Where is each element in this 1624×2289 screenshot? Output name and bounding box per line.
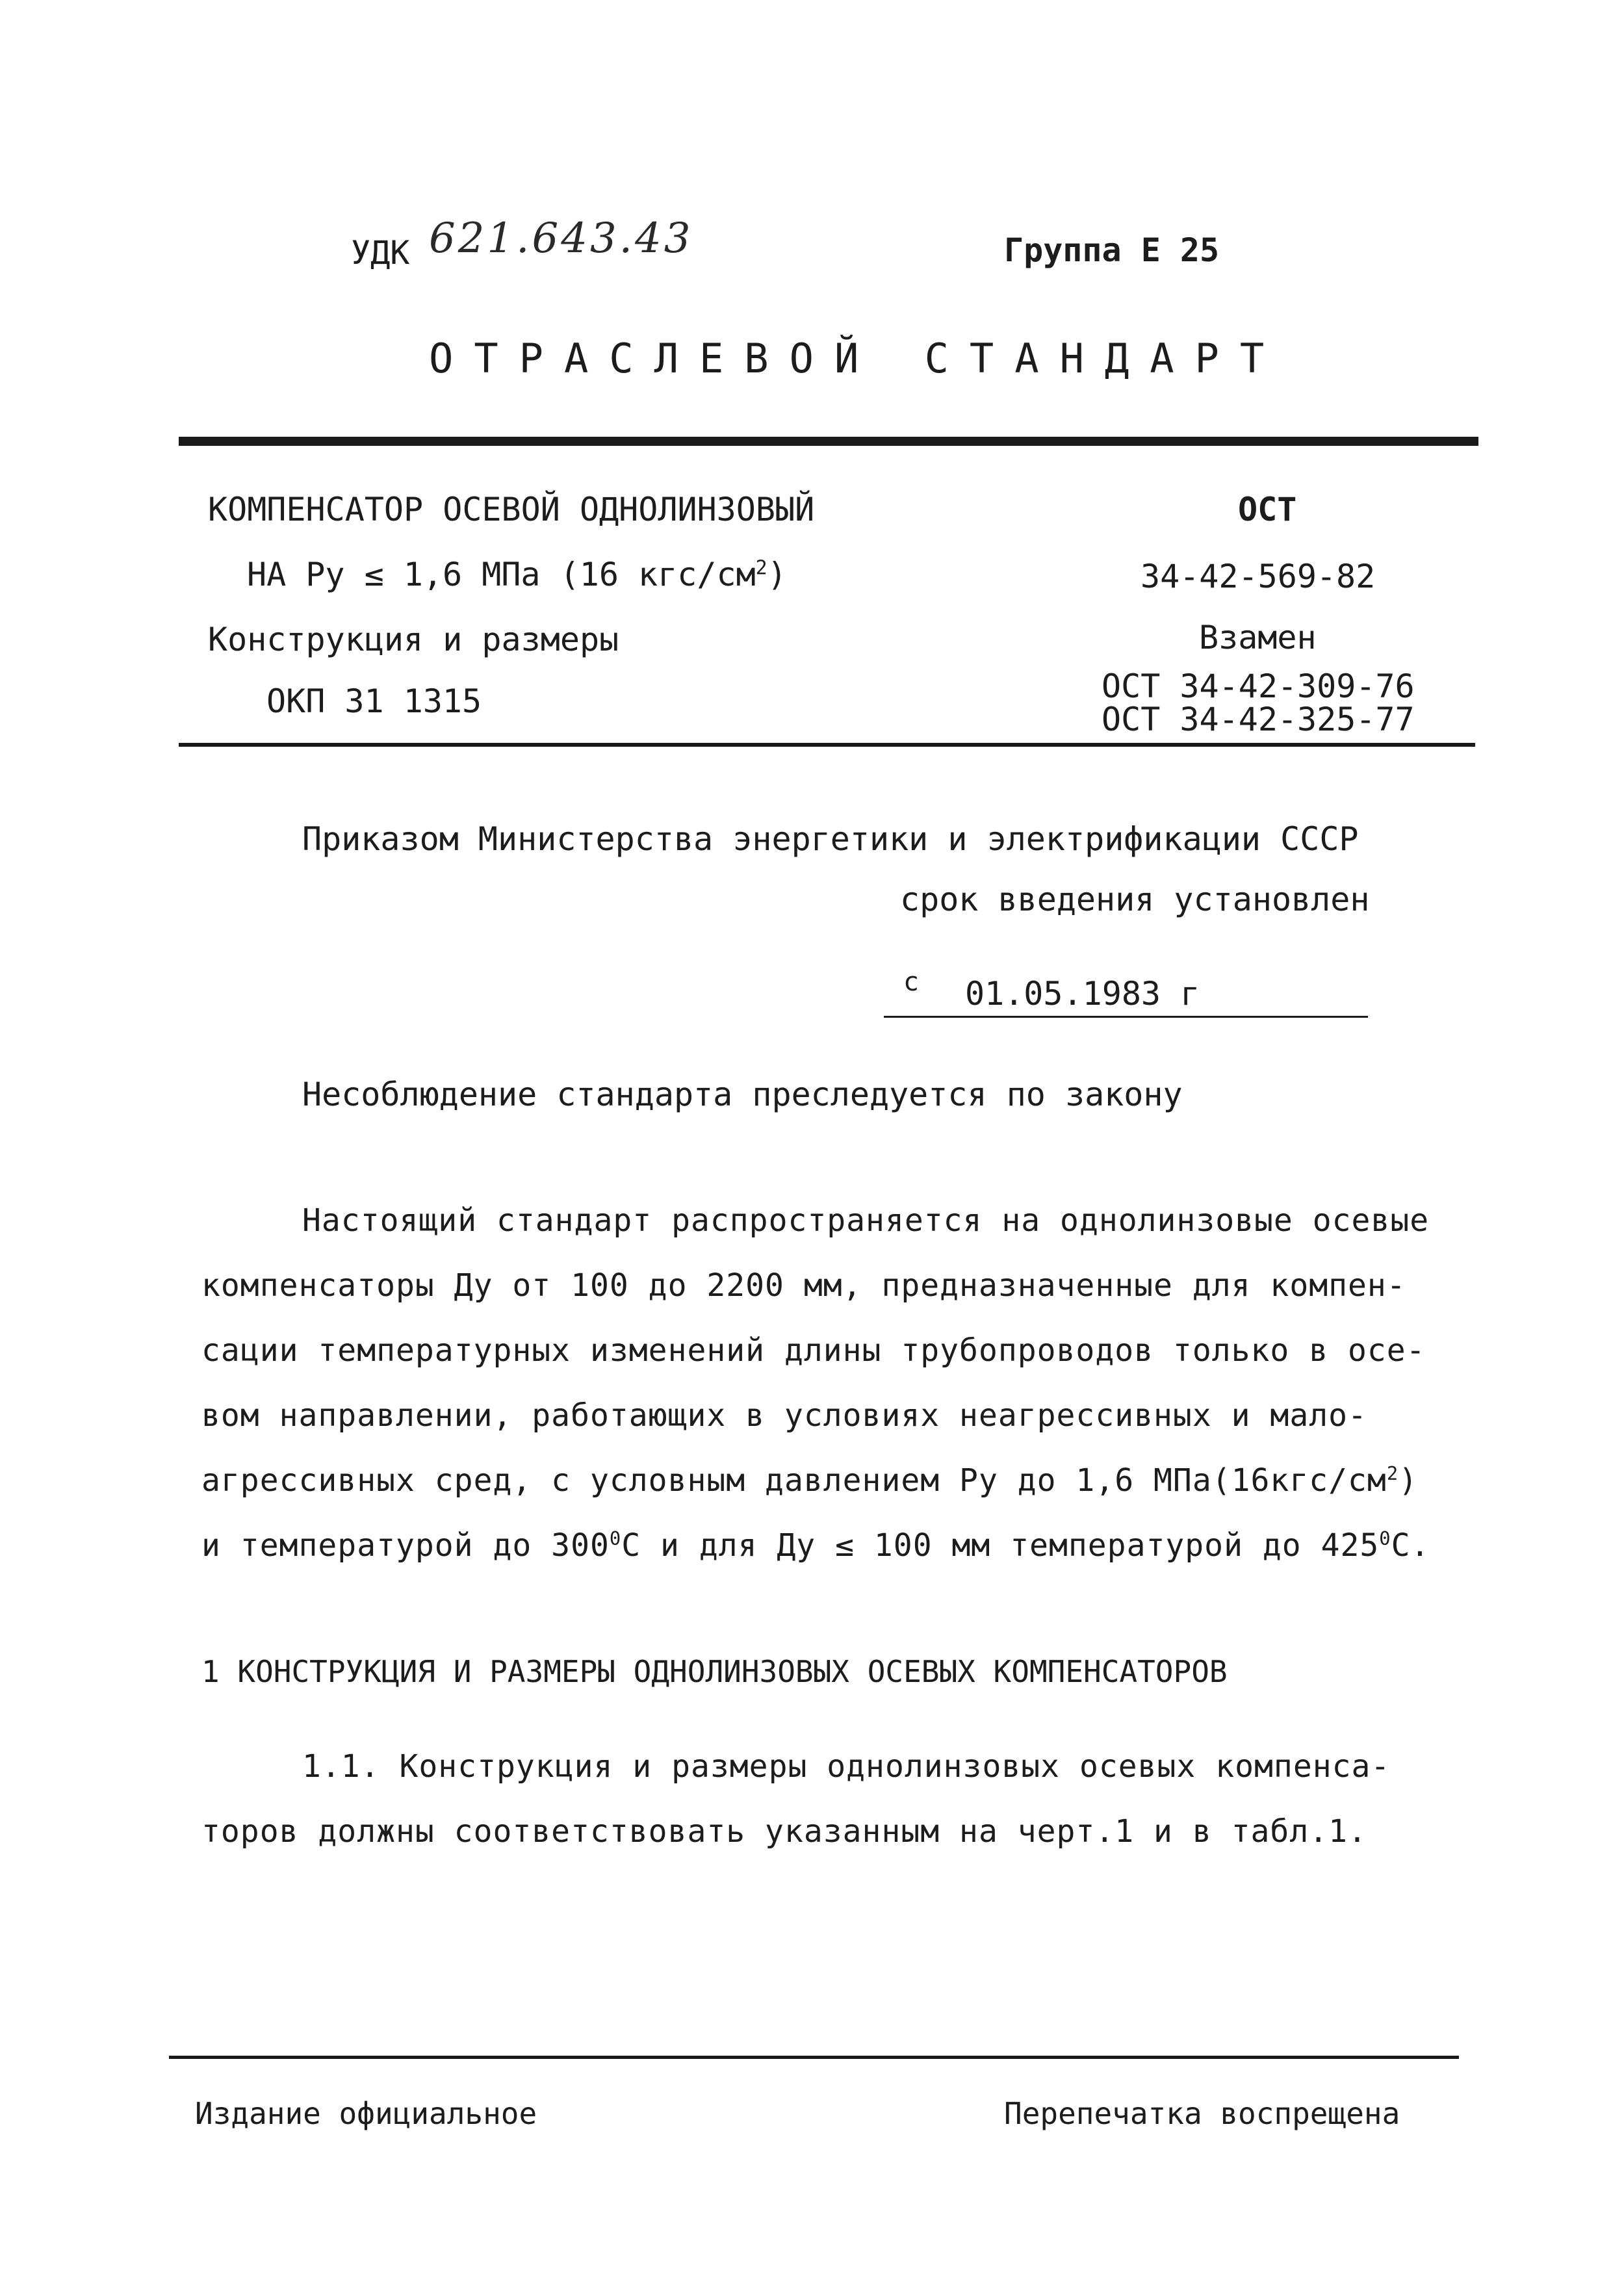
intro-line5: агрессивных сред, с условным давлением Ру до 1,6 $МПа(16кгс/см^2)$ (201, 1462, 1419, 1499)
intro-line6: и температурой до $300^0С$ и для Ду ≤ 100 мм температурой до $425^0С$. (201, 1527, 1430, 1564)
document-type-title: ОТРАСЛЕВОЙ СТАНДАРТ (429, 335, 1285, 382)
intro-line4: вом направлении, работающих в условиях неагрессивных и мало- (201, 1397, 1367, 1434)
footer-reprint-prohibited: Перепечатка воспрещена (1004, 2096, 1400, 2131)
order-line2: срок введения установлен (900, 881, 1370, 918)
udk-label: УДК (351, 234, 410, 272)
effective-date: 01.05.1983 г (965, 975, 1200, 1013)
standard-name-line2: НА Ру ≤ 1,6 МПа (16 кгс/$см^2$) (247, 556, 787, 593)
top-rule (179, 437, 1478, 446)
replaced-standard-2: ОСТ 34-42-325-77 (1102, 701, 1415, 738)
okp-code: ОКП 31 1315 (266, 682, 482, 720)
section-1-heading: 1 КОНСТРУКЦИЯ И РАЗМЕРЫ ОДНОЛИНЗОВЫХ ОСЕВЫХ КОМПЕНСАТОРОВ (201, 1654, 1228, 1689)
title-block-rule (179, 743, 1475, 747)
ost-number: 34-42-569-82 (1141, 558, 1376, 595)
footer-rule (169, 2056, 1459, 2059)
replaces-label: Взамен (1199, 619, 1317, 656)
group-code: Группа Е 25 (1004, 231, 1220, 269)
standard-name-line3: Конструкция и размеры (208, 621, 619, 658)
date-prefix: с (903, 967, 920, 997)
law-notice: Несоблюдение стандарта преследуется по закону (302, 1076, 1183, 1113)
udk-number-handwritten: 621.643.43 (429, 214, 693, 263)
intro-line1: Настоящий стандарт распространяется на однолинзовые осевые (302, 1202, 1430, 1239)
intro-line2: компенсаторы Ду от 100 до 2200 мм, предназначенные для компен- (201, 1267, 1406, 1304)
section-1-1-line2: торов должны соответствовать указанным на черт.1 и в табл.1. (201, 1813, 1367, 1850)
ost-label: ОСТ (1238, 491, 1297, 528)
footer-official-edition: Издание официальное (195, 2096, 537, 2131)
replaced-standard-1: ОСТ 34-42-309-76 (1102, 667, 1415, 705)
order-line1: Приказом Министерства энергетики и электрификации СССР (302, 820, 1359, 858)
standard-name-line1: КОМПЕНСАТОР ОСЕВОЙ ОДНОЛИНЗОВЫЙ (208, 491, 815, 528)
intro-line3: сации температурных изменений длины трубопроводов только в осе- (201, 1332, 1426, 1369)
date-underline (884, 1016, 1368, 1018)
section-1-1-line1: 1.1. Конструкция и размеры однолинзовых осевых компенса- (302, 1748, 1391, 1785)
